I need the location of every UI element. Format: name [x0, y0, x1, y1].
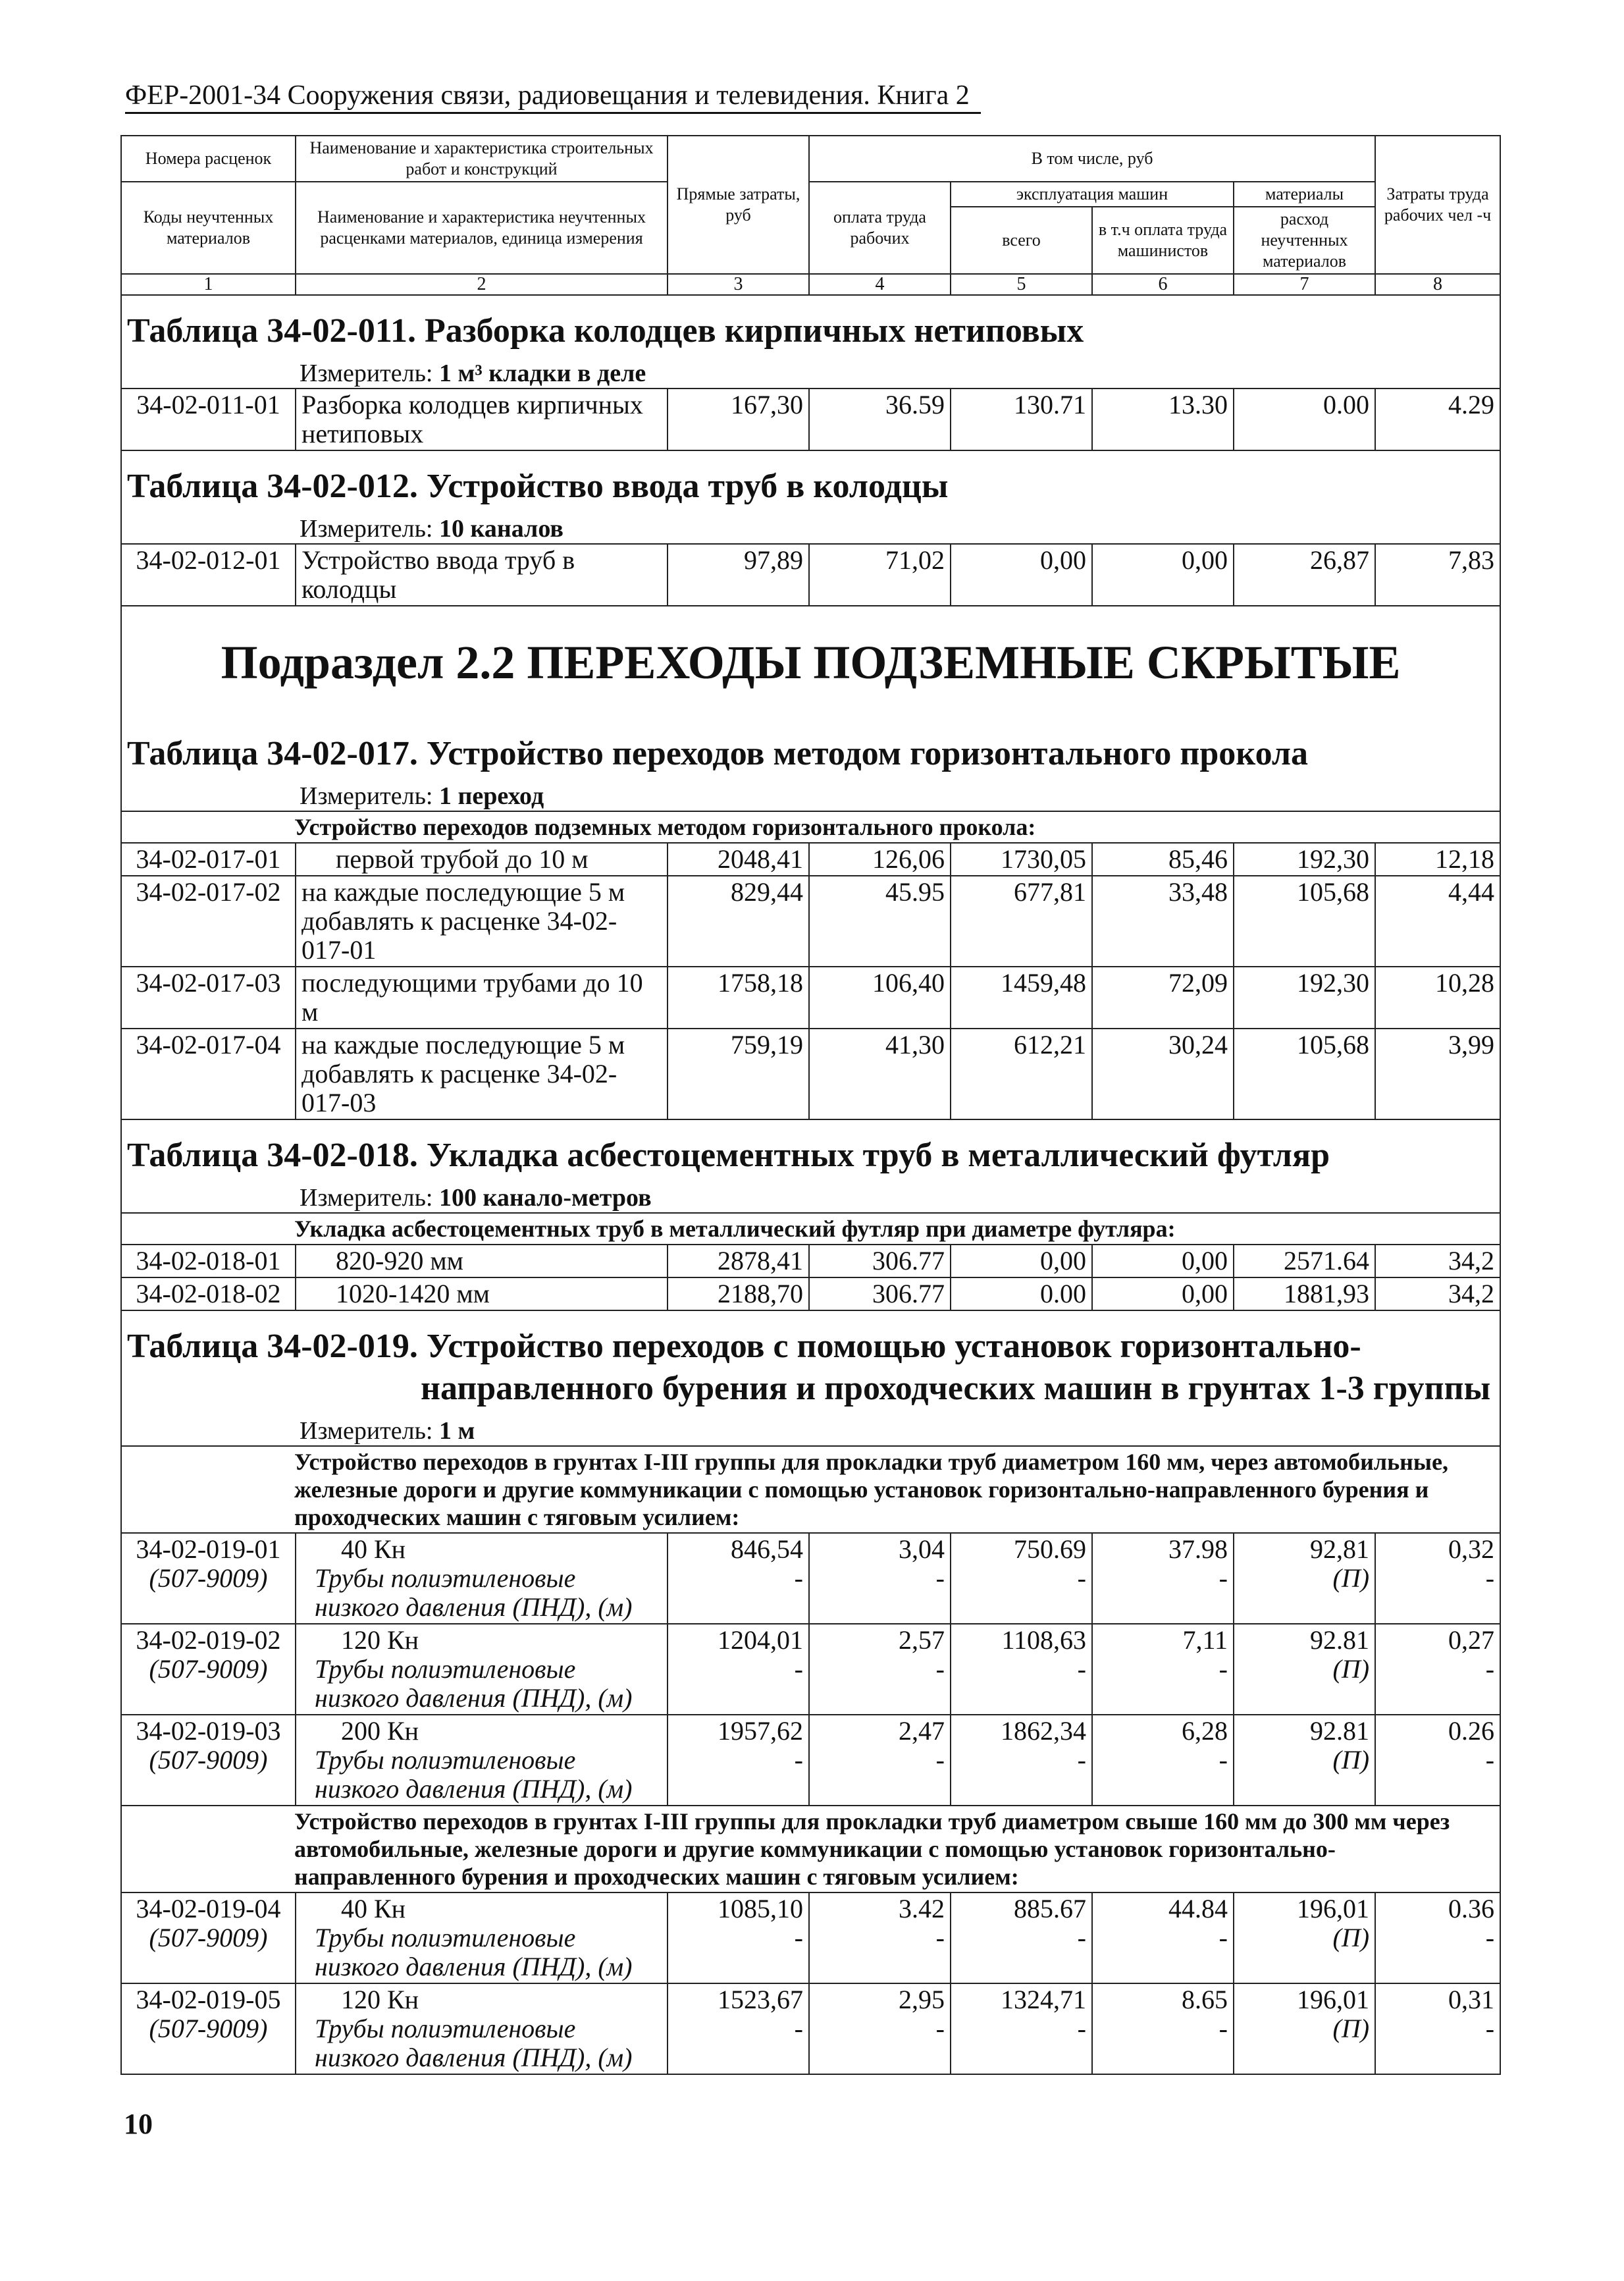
table-title-row: [121, 1310, 1500, 1414]
materials-cost: 192,30: [1234, 967, 1375, 1029]
material-name: Трубы полиэтиленовые низкого давления (ПНД), (м): [315, 2014, 633, 2072]
machinist-cost: 0,00: [1092, 1277, 1234, 1310]
table-title-row: [121, 295, 1500, 356]
dash: -: [1077, 1563, 1086, 1593]
dash: -: [794, 1563, 803, 1593]
group-heading: Устройство переходов в грунтах I-III группы для прокладки труб диаметром свыше 160 мм до 300 мм через автомобильные, железные дороги и другие коммуникации с помощью установок горизонтально-направленного бурения и проходческих машин с тяговым усилием:: [121, 1806, 1500, 1892]
labor-cost: 106,40: [809, 967, 951, 1029]
meter-value: 100 канало-метров: [439, 1184, 652, 1212]
subsection-row: [121, 606, 1500, 718]
rate-name: Устройство ввода труб в колодцы: [296, 544, 668, 606]
rate-code: 34-02-019-03: [136, 1716, 281, 1746]
dash: -: [1218, 1654, 1228, 1684]
dash: -: [935, 1923, 945, 1952]
rate-code: 34-02-017-03: [121, 967, 296, 1029]
col2-bottom-header: Наименование и характеристика неучтенных расценками материалов, единица измерения: [296, 182, 668, 274]
col3-header: Прямые затраты, руб: [668, 136, 809, 274]
rate-name: 1020-1420 мм: [296, 1277, 668, 1310]
direct-cost: 1523,67: [718, 1985, 803, 2014]
machine-total: 130.71: [951, 389, 1092, 450]
col1-bottom-header: Коды неучтенных материалов: [121, 182, 296, 274]
direct-cost: 1085,10: [718, 1894, 803, 1923]
table-019-title-line2: направленного бурения и проходческих машин в грунтах 1-3 группы: [421, 1370, 1491, 1407]
machine-total: 750.69: [1014, 1534, 1086, 1564]
machine-total: 0.00: [951, 1277, 1092, 1310]
materials-flag: (П): [1332, 1654, 1370, 1684]
dash: -: [1218, 1745, 1228, 1775]
rate-name: Разборка колодцев кирпичных нетиповых: [296, 389, 668, 450]
machine-total: 1108,63: [1001, 1625, 1086, 1655]
dash: -: [794, 2014, 803, 2043]
materials-cost: 2571.64: [1234, 1245, 1375, 1277]
meter-row: [121, 1414, 1500, 1446]
dash: -: [1485, 1745, 1495, 1775]
column-numbers-row: [121, 274, 1500, 295]
col7-header: расход неучтенных материалов: [1234, 207, 1375, 274]
meter-row: [121, 512, 1500, 544]
materials-cost: 196,01: [1297, 1985, 1370, 2014]
table-row: [121, 1983, 1500, 2074]
machine-total: 1459,48: [951, 967, 1092, 1029]
meter-label: Измеритель:: [300, 360, 433, 387]
labor-hours: 12,18: [1375, 843, 1500, 876]
group-heading: Устройство переходов подземных методом горизонтального прокола:: [121, 811, 1500, 843]
machinist-cost: 0,00: [1092, 544, 1234, 606]
rate-code: 34-02-019-04: [136, 1894, 281, 1923]
rate-name: 40 Кн: [341, 1894, 406, 1923]
labor-cost: 3.42: [899, 1894, 945, 1923]
meter-value: 1 м³ кладки в деле: [439, 360, 646, 387]
machinist-cost: 8.65: [1182, 1985, 1228, 2014]
material-name: Трубы полиэтиленовые низкого давления (ПНД), (м): [315, 1563, 633, 1622]
meter-row: [121, 779, 1500, 811]
material-code: (507-9009): [149, 1563, 268, 1593]
col2-top-header: Наименование и характеристика строительных работ и конструкций: [296, 136, 668, 182]
col-number: 7: [1234, 274, 1375, 295]
material-name: Трубы полиэтиленовые низкого давления (ПНД), (м): [315, 1745, 633, 1804]
rate-name: последующими трубами до 10 м: [296, 967, 668, 1029]
machinist-cost: 13.30: [1092, 389, 1234, 450]
dash: -: [794, 1923, 803, 1952]
col-number: 4: [809, 274, 951, 295]
group-heading: Устройство переходов в грунтах I-III группы для прокладки труб диаметром 160 мм, через автомобильные, железные дороги и другие коммуникации с помощью установок горизонтально-направленного бурения и проходческих машин с тяговым усилием:: [121, 1446, 1500, 1533]
labor-hours: 34,2: [1375, 1245, 1500, 1277]
machine-total: 0,00: [951, 1245, 1092, 1277]
rate-name: 820-920 мм: [296, 1245, 668, 1277]
col-number: 5: [951, 274, 1092, 295]
machinist-cost: 85,46: [1092, 843, 1234, 876]
direct-cost: 759,19: [668, 1029, 809, 1119]
labor-cost: 306.77: [809, 1277, 951, 1310]
direct-cost: 2878,41: [668, 1245, 809, 1277]
rate-code: 34-02-011-01: [121, 389, 296, 450]
col1-top-header: Номера расценок: [121, 136, 296, 182]
materials-cost: 196,01: [1297, 1894, 1370, 1923]
dash: -: [935, 1745, 945, 1775]
group-row: [121, 1213, 1500, 1245]
materials-cost: 92.81: [1310, 1716, 1370, 1746]
col-number: 3: [668, 274, 809, 295]
machine-total: 612,21: [951, 1029, 1092, 1119]
meter-row: [121, 1181, 1500, 1213]
page-number: 10: [124, 2108, 153, 2140]
table-row: [121, 1277, 1500, 1310]
meter-value: 1 м: [439, 1417, 475, 1445]
materials-cost: 1881,93: [1234, 1277, 1375, 1310]
dash: -: [1218, 2014, 1228, 2043]
machinist-cost: 44.84: [1168, 1894, 1228, 1923]
direct-cost: 846,54: [731, 1534, 803, 1564]
rate-code: 34-02-019-05: [136, 1985, 281, 2014]
group-row: [121, 1446, 1500, 1533]
labor-cost: 71,02: [809, 544, 951, 606]
labor-cost: 3,04: [899, 1534, 945, 1564]
materials-cost: 92,81: [1310, 1534, 1370, 1564]
direct-cost: 167,30: [668, 389, 809, 450]
materials-cost: 92.81: [1310, 1625, 1370, 1655]
materials-cost: 105,68: [1234, 876, 1375, 967]
machine-total: 1730,05: [951, 843, 1092, 876]
rate-name: 120 Кн: [341, 1985, 419, 2014]
table-title-row: [121, 718, 1500, 779]
machinist-cost: 6,28: [1182, 1716, 1228, 1746]
machinist-cost: 72,09: [1092, 967, 1234, 1029]
machinist-cost: 0,00: [1092, 1245, 1234, 1277]
labor-hours: 3,99: [1375, 1029, 1500, 1119]
materials-cost: 0.00: [1234, 389, 1375, 450]
table-title-row: [121, 450, 1500, 512]
col4-header: оплата труда рабочих: [809, 182, 951, 274]
machinist-cost: 33,48: [1092, 876, 1234, 967]
labor-hours: 4.29: [1375, 389, 1500, 450]
table-row: [121, 389, 1500, 450]
dash: -: [935, 2014, 945, 2043]
subsection-title: Подраздел 2.2 ПЕРЕХОДЫ ПОДЗЕМНЫЕ СКРЫТЫЕ: [121, 606, 1500, 718]
material-code: (507-9009): [149, 2014, 268, 2043]
col-number: 2: [296, 274, 668, 295]
material-code: (507-9009): [149, 1654, 268, 1684]
table-row: [121, 1624, 1500, 1715]
material-code: (507-9009): [149, 1745, 268, 1775]
header-title: ФЕР-2001-34 Сооружения связи, радиовещания и телевидения. Книга 2: [125, 80, 970, 111]
machinist-cost: 30,24: [1092, 1029, 1234, 1119]
meter-value: 10 каналов: [439, 515, 563, 543]
dash: -: [1485, 2014, 1495, 2043]
rate-code: 34-02-017-01: [121, 843, 296, 876]
group-row: [121, 811, 1500, 843]
rate-name: на каждые последующие 5 м добавлять к расценке 34-02-017-01: [296, 876, 668, 967]
materials-cost: 26,87: [1234, 544, 1375, 606]
rate-code: 34-02-017-04: [121, 1029, 296, 1119]
page-header: [125, 79, 981, 114]
direct-cost: 2188,70: [668, 1277, 809, 1310]
material-code: (507-9009): [149, 1923, 268, 1952]
machinist-cost: 7,11: [1182, 1625, 1228, 1655]
labor-cost: 126,06: [809, 843, 951, 876]
table-row: [121, 1029, 1500, 1119]
labor-cost: 2,95: [899, 1985, 945, 2014]
dash: -: [1485, 1563, 1495, 1593]
labor-cost: 36.59: [809, 389, 951, 450]
labor-hours: 0,32: [1448, 1534, 1495, 1564]
col8-header: Затраты труда рабочих чел -ч: [1375, 136, 1500, 274]
table-row: [121, 1533, 1500, 1624]
materials-cost: 105,68: [1234, 1029, 1375, 1119]
direct-cost: 2048,41: [668, 843, 809, 876]
materials-flag: (П): [1332, 1745, 1370, 1775]
table-row: [121, 843, 1500, 876]
labor-cost: 306.77: [809, 1245, 951, 1277]
dash: -: [1218, 1563, 1228, 1593]
rate-code: 34-02-018-01: [121, 1245, 296, 1277]
dash: -: [1077, 1923, 1086, 1952]
labor-cost: 41,30: [809, 1029, 951, 1119]
table-row: [121, 967, 1500, 1029]
dash: -: [1077, 1654, 1086, 1684]
labor-hours: 0,27: [1448, 1625, 1495, 1655]
machine-total: 1862,34: [1001, 1716, 1086, 1746]
col-number: 1: [121, 274, 296, 295]
dash: -: [1077, 2014, 1086, 2043]
labor-cost: 45.95: [809, 876, 951, 967]
rate-name: 40 Кн: [341, 1534, 406, 1564]
machine-total: 0,00: [951, 544, 1092, 606]
group-heading: Укладка асбестоцементных труб в металлический футляр при диаметре футляра:: [121, 1213, 1500, 1245]
table-017-title: Таблица 34-02-017. Устройство переходов методом горизонтального прокола: [121, 718, 1500, 779]
meter-row: [121, 356, 1500, 389]
labor-hours: 7,83: [1375, 544, 1500, 606]
machine-total: 1324,71: [1001, 1985, 1086, 2014]
materials-flag: (П): [1332, 1563, 1370, 1593]
machine-total: 885.67: [1014, 1894, 1086, 1923]
labor-hours: 34,2: [1375, 1277, 1500, 1310]
rate-name: 200 Кн: [341, 1716, 419, 1746]
direct-cost: 1204,01: [718, 1625, 803, 1655]
materials-header: материалы: [1234, 182, 1375, 207]
table-012-title: Таблица 34-02-012. Устройство ввода труб в колодцы: [121, 450, 1500, 512]
rate-code: 34-02-019-01: [136, 1534, 281, 1564]
labor-hours: 10,28: [1375, 967, 1500, 1029]
header-row-2: [121, 182, 1500, 207]
machinist-cost: 37.98: [1168, 1534, 1228, 1564]
table-row: [121, 1715, 1500, 1806]
material-name: Трубы полиэтиленовые низкого давления (ПНД), (м): [315, 1654, 633, 1713]
header-row-1: [121, 136, 1500, 182]
labor-cost: 2,57: [899, 1625, 945, 1655]
direct-cost: 97,89: [668, 544, 809, 606]
material-name: Трубы полиэтиленовые низкого давления (ПНД), (м): [315, 1923, 633, 1981]
col-number: 6: [1092, 274, 1234, 295]
labor-cost: 2,47: [899, 1716, 945, 1746]
machines-header: эксплуатация машин: [951, 182, 1234, 207]
direct-cost: 1957,62: [718, 1716, 803, 1746]
rate-code: 34-02-012-01: [121, 544, 296, 606]
table-019-title-line1: Таблица 34-02-019. Устройство переходов с помощью установок горизонтально-: [127, 1328, 1361, 1365]
meter-label: Измеритель:: [300, 515, 433, 543]
in-total-header: В том числе, руб: [809, 136, 1375, 182]
dash: -: [1077, 1745, 1086, 1775]
rate-code: 34-02-019-02: [136, 1625, 281, 1655]
table-row: [121, 544, 1500, 606]
direct-cost: 829,44: [668, 876, 809, 967]
labor-hours: 0.26: [1448, 1716, 1495, 1746]
labor-hours: 4,44: [1375, 876, 1500, 967]
rate-code: 34-02-017-02: [121, 876, 296, 967]
dash: -: [1218, 1923, 1228, 1952]
table-011-title: Таблица 34-02-011. Разборка колодцев кирпичных нетиповых: [121, 295, 1500, 356]
col5-header: всего: [951, 207, 1092, 274]
materials-flag: (П): [1332, 1923, 1370, 1952]
group-row: [121, 1806, 1500, 1892]
table-row: [121, 1245, 1500, 1277]
dash: -: [794, 1745, 803, 1775]
rate-name: 120 Кн: [341, 1625, 419, 1655]
table-title-row: [121, 1119, 1500, 1181]
dash: -: [935, 1563, 945, 1593]
meter-label: Измеритель:: [300, 1184, 433, 1212]
meter-label: Измеритель:: [300, 782, 433, 810]
dash: -: [1485, 1923, 1495, 1952]
rate-name: на каждые последующие 5 м добавлять к расценке 34-02-017-03: [296, 1029, 668, 1119]
table-row: [121, 876, 1500, 967]
rate-name: первой трубой до 10 м: [296, 843, 668, 876]
meter-value: 1 переход: [439, 782, 544, 810]
price-table: [120, 135, 1501, 2075]
materials-flag: (П): [1332, 2014, 1370, 2043]
table-row: [121, 1892, 1500, 1983]
machine-total: 677,81: [951, 876, 1092, 967]
rate-code: 34-02-018-02: [121, 1277, 296, 1310]
direct-cost: 1758,18: [668, 967, 809, 1029]
meter-label: Измеритель:: [300, 1417, 433, 1445]
dash: -: [794, 1654, 803, 1684]
labor-hours: 0,31: [1448, 1985, 1495, 2014]
dash: -: [1485, 1654, 1495, 1684]
materials-cost: 192,30: [1234, 843, 1375, 876]
labor-hours: 0.36: [1448, 1894, 1495, 1923]
table-018-title: Таблица 34-02-018. Укладка асбестоцементных труб в металлический футляр: [121, 1119, 1500, 1181]
col-number: 8: [1375, 274, 1500, 295]
dash: -: [935, 1654, 945, 1684]
col6-header: в т.ч оплата труда машинистов: [1092, 207, 1234, 274]
